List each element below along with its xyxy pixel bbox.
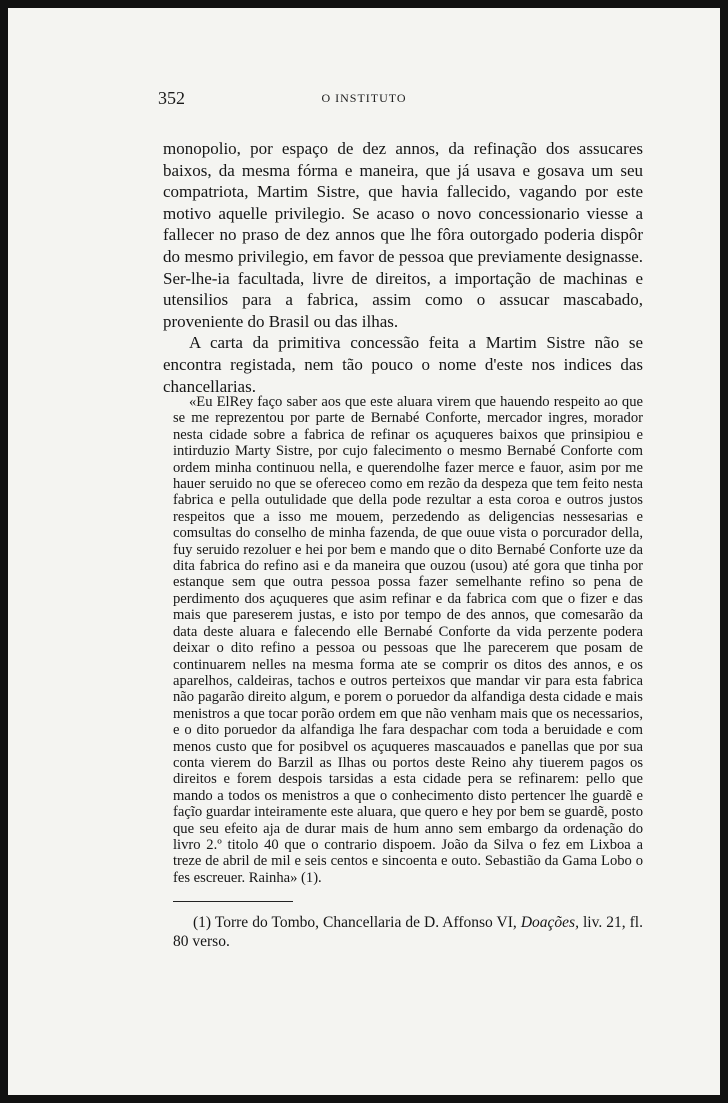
main-text <box>163 138 643 397</box>
footnote-tail: liv. 21, fl. 80 verso. <box>173 914 643 950</box>
page-number: 352 <box>158 88 185 108</box>
footnote-italic: Doações, <box>520 914 579 931</box>
body-paragraph: A carta da primitiva concessão feita a Martim Sistre não se encontra registada, nem tão pouco o nome d'este nos indices das chancellarias. <box>163 333 643 396</box>
footnote-rule <box>173 901 293 902</box>
body-paragraph: monopolio, por espaço de dez annos, da refinação dos assucares baixos, da mesma fórma e maneira, que já usava e gosava um seu compatriota, Martim Sistre, que havia fallecido, vagando por este motivo aquelle privilegio. Se acaso o novo concessionario viesse a fallecer no praso de dez annos que lhe fôra outorgado poderia dispôr do mesmo privilegio, em favor de pessoa que previamente designasse. Ser-lhe-ia facultada, livre de direitos, a importação de machinas e utensilios para a fabrica, assim como o assucar mascabado, proveniente do Brasil ou das ilhas. <box>163 139 643 331</box>
running-head: O INSTITUTO <box>321 91 407 105</box>
footnote <box>173 913 643 951</box>
page-header <box>8 88 720 112</box>
footnote-marker: (1) <box>193 914 212 931</box>
quoted-document: «Eu ElRey faço saber aos que este aluara virem que hauendo respeito ao que se me reprezentou por parte de Bernabé Conforte, mercador ingres, morador nesta cidade sobre a fabrica de refinar os açuqueres baixos que prinsipiou e intirduzio Marty Sistre, por cujo falecimento o mesmo Bernabé Conforte com ordem minha continuou nella, e querendolhe fazer merce e fauor, asim por me hauer seruido no que se ofereceo como em rezão da despeza que tem feito nesta fabrica e pella outulidade que della pode rezultar a esta coroa e outros justos respeitos que a isso me mouem, perzedendo as deligencias nessesarias e comsultas do conselho de minha fazenda, de que ouue vista o porcurador della, fuy seruido rezoluer e hei por bem e mando que o dito Bernabé Conforte uze da dita fabrica do refino asi e da maneira que ouzou (usou) até gora que tinha por estanque sem que outra pessoa possa fazer semelhante refino so pena de perdimento dos açuqueres que asim refinar e da fabrica com que o fizer e das mais que pareserem justas, e isto por tempo de des annos, que comesarão da data deste aluara e falecendo elle Bernabé Conforte da vida perzente podera deixar o dito refino a pessoa ou pessoas que lhe parecerem que posam de continuarem nelles na mesma forma ate se comprir os ditos des annos, e os aparelhos, caldeiras, tachos e outros perteixos que mandar vir para esta fabrica não pagarão direito algum, e porem o poruedor da alfandiga desta cidade e mais menistros a que tocar porão ordem em que não venham mais que os necessarios, e o dito poruedor da alfandiga lhe fara despachar com toda a beruidade e com menos custo que for posibvel os açuqueres mascauados e panellas que por sua conta vierem do Barzil as Ilhas ou portos deste Reino ahy tiuerem pagos os direitos e forem despois tarsidas a esta cidade pera se refinarem: pello que mando a todos os menistros a que o conhecimento disto pertencer lhe guardẽ e façĩo guardar inteiramente este aluara, que quero e hey por bem se guardẽ, posto que seu efeito aja de durar mais de hum anno sem embargo da ordenação do livro 2.º titolo 40 que o contrario dispoem. João da Silva o fez em Lixboa a treze de abril de mil e seis centos e sincoenta e outo. Sebastião da Gama Lobo o fes escreuer. Rainha» (1). <box>173 394 643 886</box>
document-page <box>8 8 720 1095</box>
footnote-text: Torre do Tombo, Chancellaria de D. Affonso VI, <box>214 914 517 931</box>
